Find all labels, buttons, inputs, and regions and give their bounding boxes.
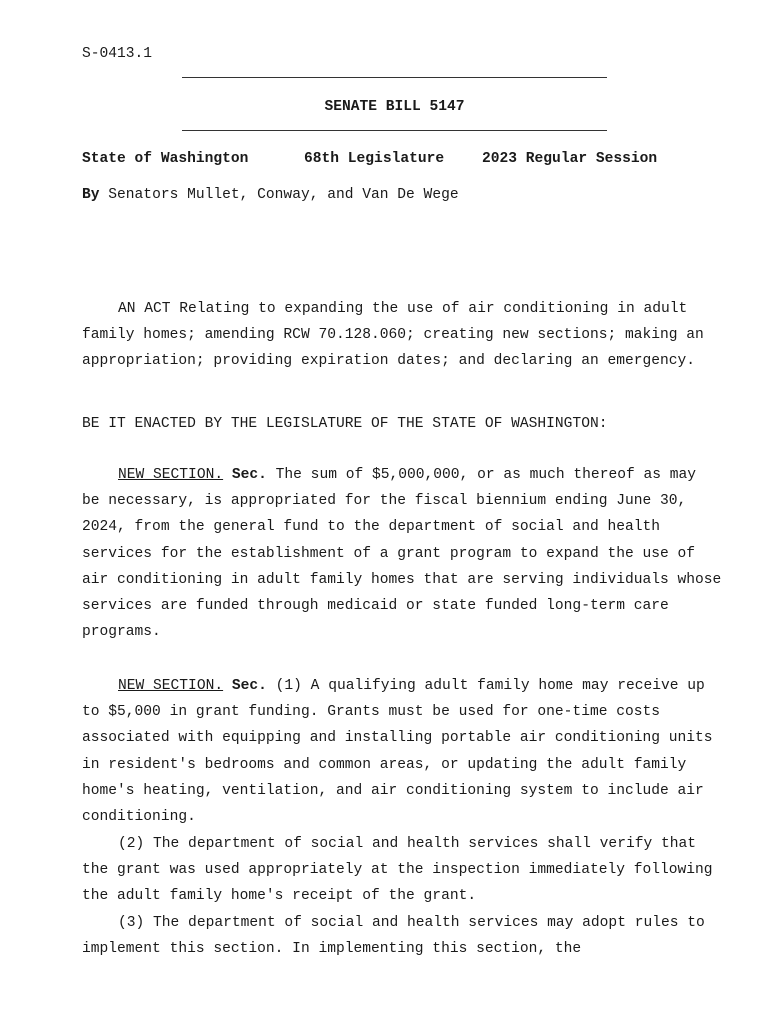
bill-title: SENATE BILL 5147 (324, 99, 465, 115)
title-rule-top (182, 77, 607, 78)
sponsors-names: Senators Mullet, Conway, and Van De Wege (108, 187, 459, 203)
section-1 (82, 462, 722, 645)
title-rule-bottom (182, 130, 607, 131)
section-text: The sum of $5,000,000, or as much thereof as may be necessary, is appropriated for the fiscal biennium ending June 30, 2024, from the general fund to the department of social and health services for the establishment of a grant program to expand the use of air conditioning in adult family homes that are serving individuals whose services are funded through medicaid or state funded long-term care programs. (82, 467, 722, 641)
section-2 (82, 673, 722, 830)
enacting-clause: BE IT ENACTED BY THE LEGISLATURE OF THE STATE OF WASHINGTON: (82, 416, 608, 432)
new-section-label: NEW SECTION. (118, 678, 224, 694)
new-section-label: NEW SECTION. (118, 467, 224, 483)
act-title: AN ACT Relating to expanding the use of air conditioning in adult family homes; amending RCW 70.128.060; creating new sections; making an appropriation; providing expiration dates; and declaring an emergency. (82, 301, 704, 370)
subsection-3: (3) The department of social and health services may adopt rules to implement this section. In implementing this section, the (82, 915, 705, 958)
sec-label: Sec. (231, 678, 267, 694)
sponsors-by-label: By (82, 187, 100, 203)
header-session: 2023 Regular Session (482, 151, 658, 167)
document-id: S-0413.1 (82, 46, 153, 62)
sec-label: Sec. (231, 467, 267, 483)
sponsors-line (82, 187, 459, 203)
header-legislature: 68th Legislature (304, 151, 445, 167)
header-state: State of Washington (82, 151, 249, 167)
subsection-2: (2) The department of social and health services shall verify that the grant was used appropriately at the inspection immediately following the adult family home's receipt of the grant. (82, 836, 713, 905)
section-text: (1) A qualifying adult family home may receive up to $5,000 in grant funding. Grants must be used for one-time costs associated with equipping and installing portable air conditioning units in resident's bedrooms and common areas, or updating the adult family home's heating, ventilation, and air conditioning system to include air conditioning. (82, 678, 713, 826)
